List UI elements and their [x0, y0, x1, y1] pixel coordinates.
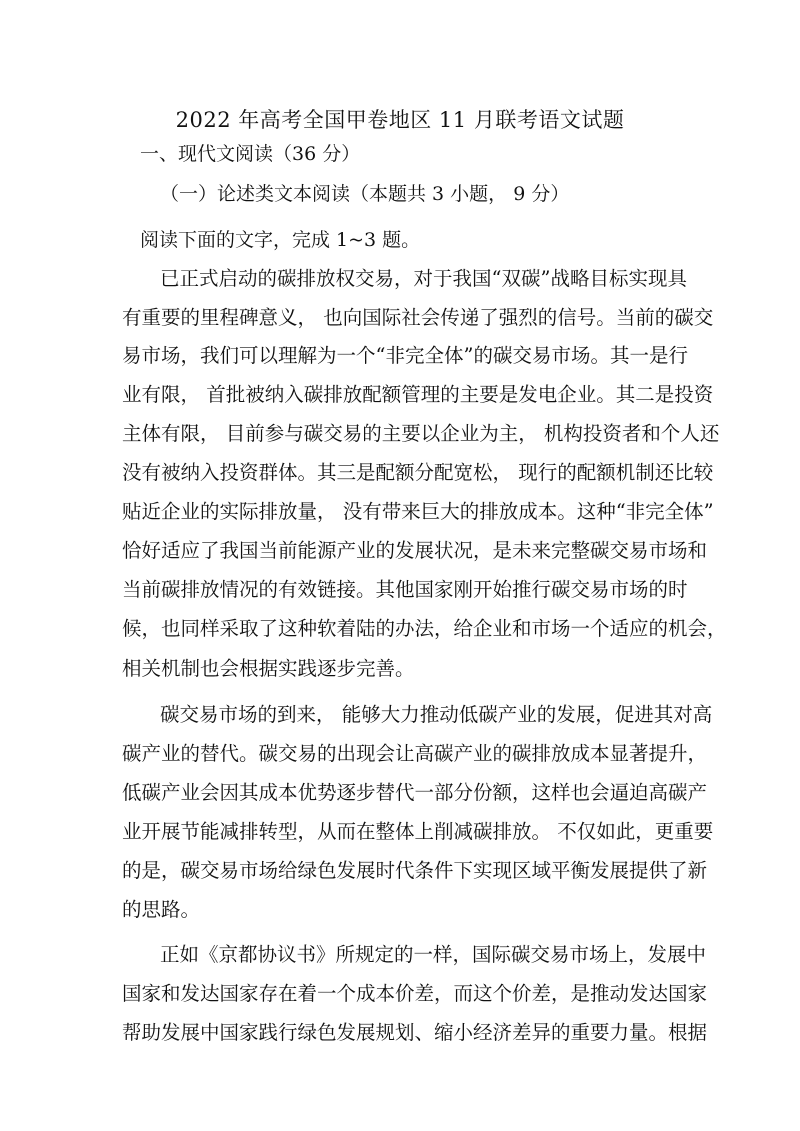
text-line: 业开展节能减排转型，从而在整体上削减碳排放。 不仅如此，更重要: [122, 820, 714, 843]
text-line: 碳产业的替代。碳交易的出现会让高碳产业的碳排放成本显著提升，: [122, 742, 708, 765]
text-line: 贴近企业的实际排放量， 没有带来巨大的排放成本。这种“非完全体”: [122, 500, 714, 523]
section-heading: 一、现代文阅读（36 分）: [140, 143, 361, 165]
text-line: 相关机制也会根据实践逐步完善。: [122, 657, 415, 680]
text-line: 的是，碳交易市场给绿色发展时代条件下实现区域平衡发展提供了新: [122, 859, 708, 882]
text-line: 主体有限， 目前参与碳交易的主要以企业为主， 机构投资者和个人还: [122, 422, 720, 445]
text-line: 业有限， 首批被纳入碳排放配额管理的主要是发电企业。其二是投资: [122, 383, 714, 406]
reading-instruction: 阅读下面的文字，完成 1~3 题。: [140, 229, 421, 251]
text-line: 易市场，我们可以理解为一个“非完全体”的碳交易市场。其一是行: [122, 344, 688, 367]
subsection-heading: （一）论述类文本阅读（本题共 3 小题， 9 分）: [160, 183, 570, 205]
text-line: 恰好适应了我国当前能源产业的发展状况，是未来完整碳交易市场和: [122, 539, 708, 562]
document-title: 2022 年高考全国甲卷地区 11 月联考语文试题: [175, 108, 625, 132]
text-line: 已正式启动的碳排放权交易，对于我国“双碳”战略目标实现具: [160, 267, 687, 290]
text-line: 碳交易市场的到来， 能够大力推动低碳产业的发展，促进其对高: [160, 703, 713, 726]
text-line: 有重要的里程碑意义， 也向国际社会传递了强烈的信号。当前的碳交: [122, 306, 714, 329]
text-line: 帮助发展中国家践行绿色发展规划、缩小经济差异的重要力量。根据: [122, 1021, 708, 1044]
text-line: 没有被纳入投资群体。其三是配额分配宽松， 现行的配额机制还比较: [122, 461, 714, 484]
text-line: 当前碳排放情况的有效链接。其他国家刚开始推行碳交易市场的时: [122, 578, 688, 601]
text-line: 国家和发达国家存在着一个成本价差，而这个价差，是推动发达国家: [122, 982, 708, 1005]
text-line: 正如《京都协议书》所规定的一样，国际碳交易市场上，发展中: [160, 943, 707, 966]
text-line: 的思路。: [122, 898, 201, 921]
text-line: 低碳产业会因其成本优势逐步替代一部分份额，这样也会逼迫高碳产: [122, 781, 708, 804]
text-line: 候，也同样采取了这种软着陆的办法，给企业和市场一个适应的机会，: [122, 617, 727, 640]
